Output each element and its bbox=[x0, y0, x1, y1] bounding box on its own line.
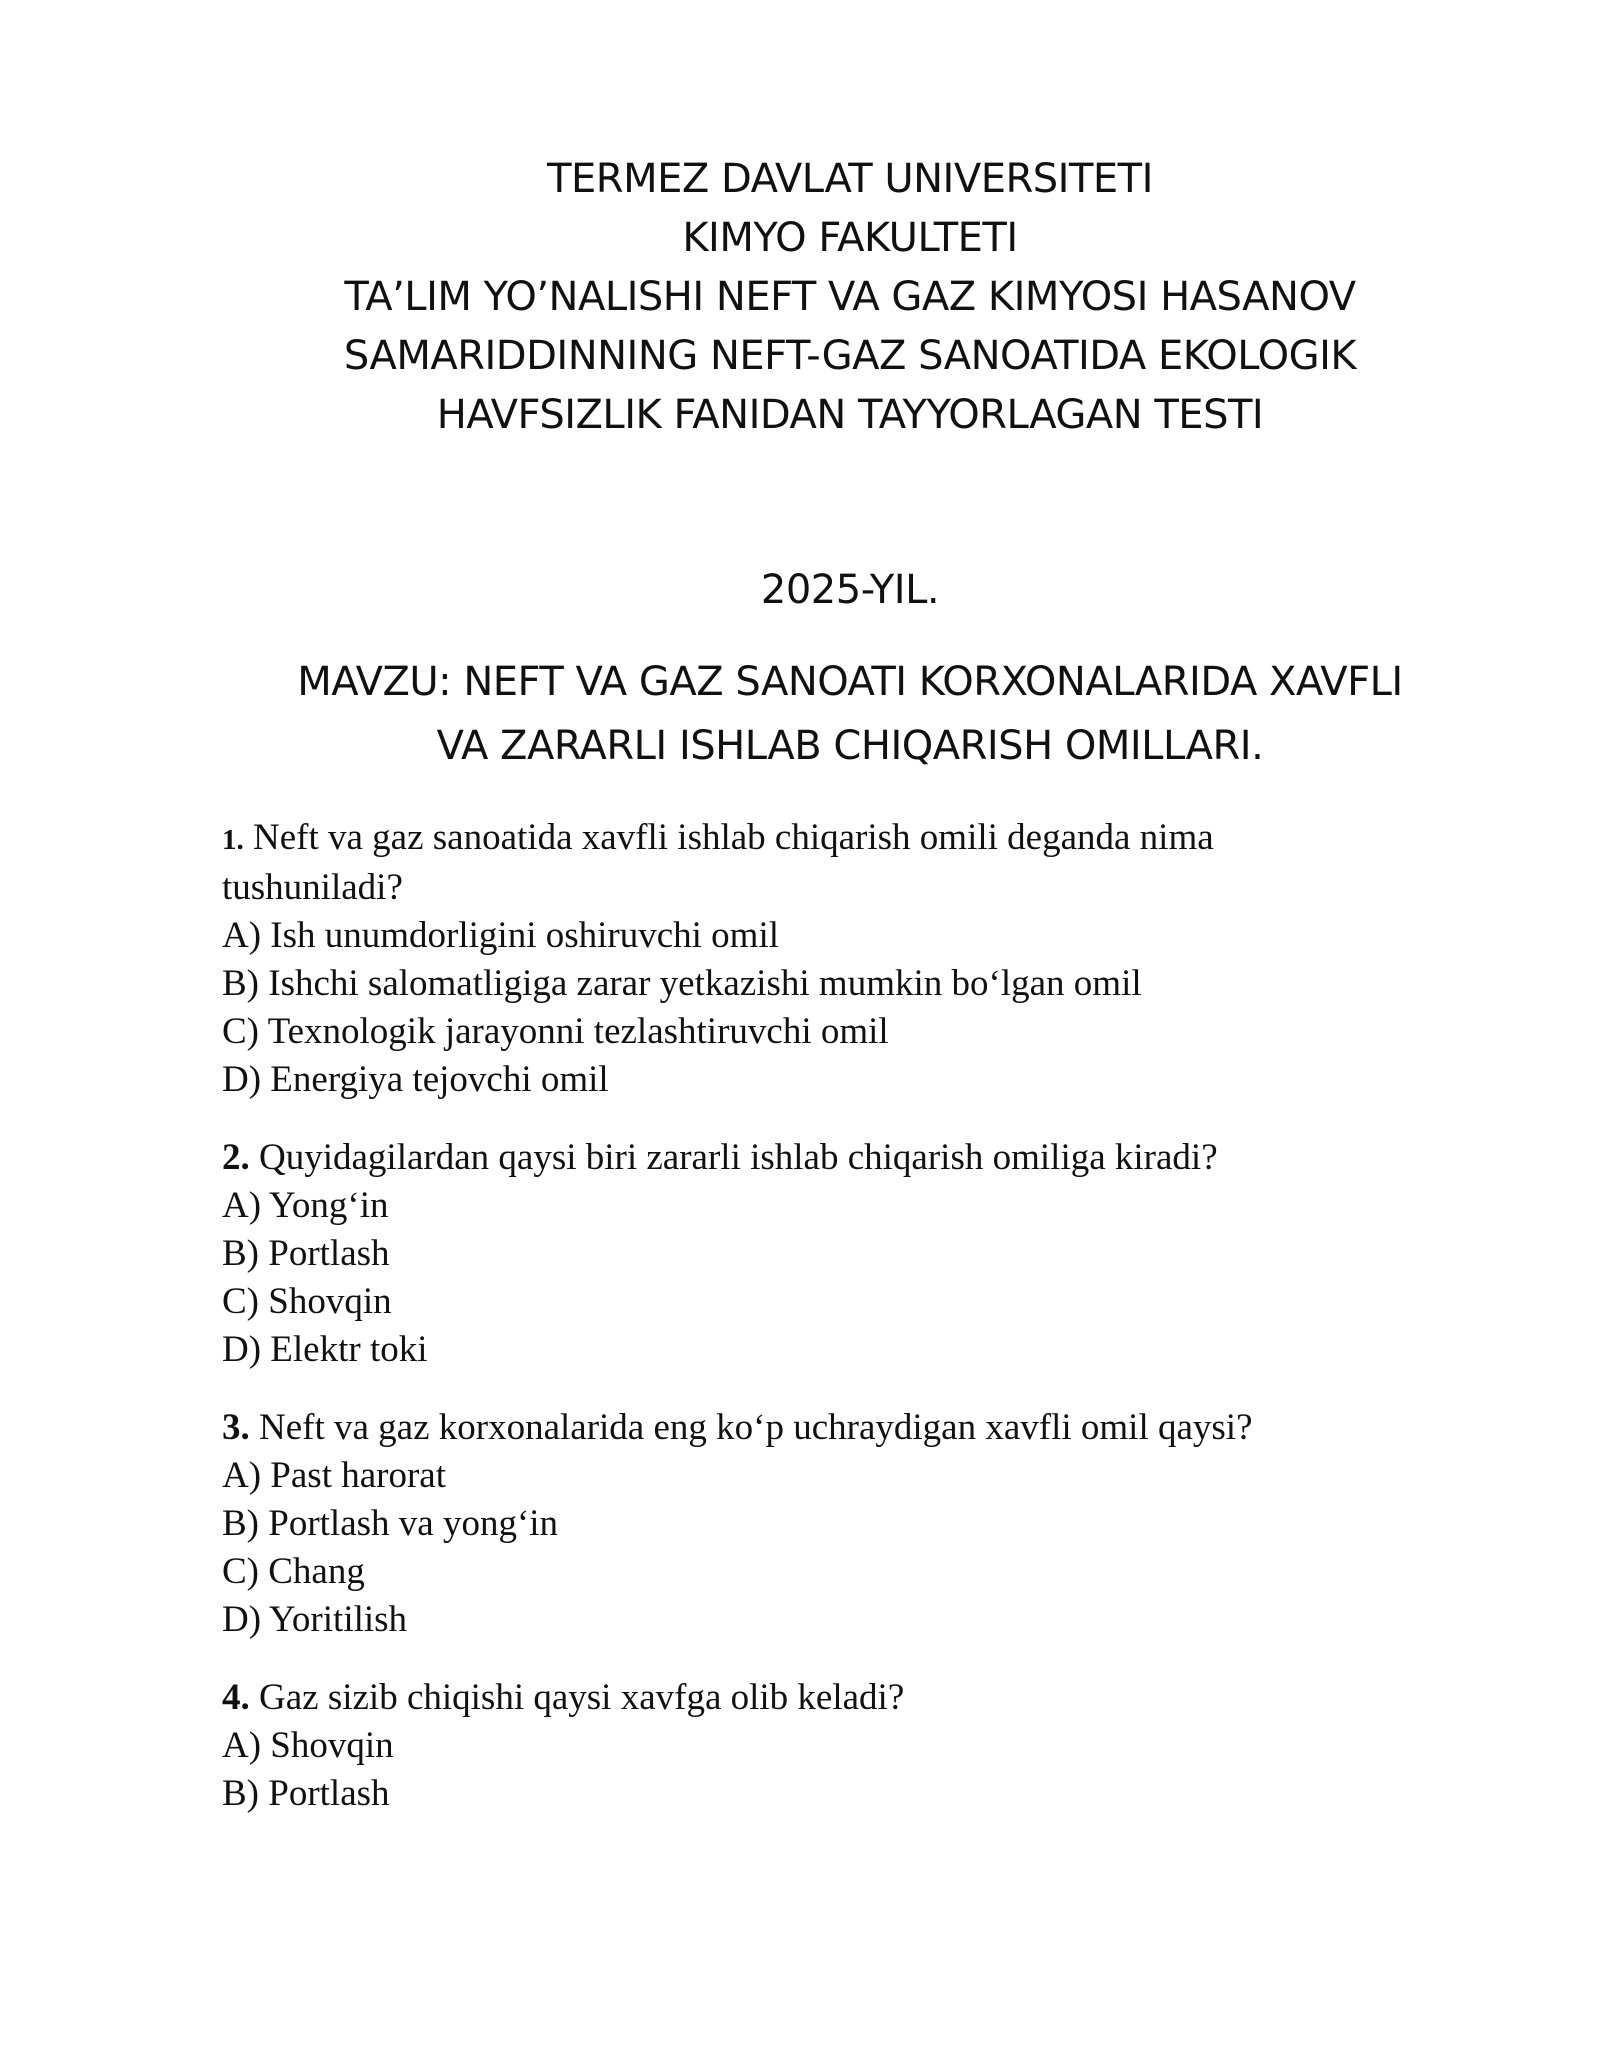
answer-option-a: A) Shovqin bbox=[222, 1725, 394, 1766]
answer-option-a: A) Past harorat bbox=[222, 1455, 446, 1496]
question-text bbox=[222, 814, 1522, 864]
answer-option-a: A) Ish unumdorligini oshiruvchi omil bbox=[222, 915, 780, 956]
question-1 bbox=[222, 814, 1522, 1104]
topic-line-1: MAVZU: NEFT VA GAZ SANOATI KORXONALARIDA XAVFLI bbox=[297, 659, 1403, 705]
header-line-subject: HAVFSIZLIK FANIDAN TAYYORLAGAN TESTI bbox=[436, 392, 1264, 438]
answer-option-d: D) Energiya tejovchi omil bbox=[222, 1059, 609, 1100]
answer-option-b: B) Ishchi salomatligiga zarar yetkazishi mumkin bo‘lgan omil bbox=[222, 963, 1142, 1004]
question-number: 2. bbox=[222, 1137, 250, 1178]
question-text bbox=[222, 1134, 1522, 1182]
question-number: 1. bbox=[222, 824, 244, 856]
answer-option-b: B) Portlash bbox=[222, 1773, 390, 1814]
question-text-line: Neft va gaz korxonalarida eng ko‘p uchraydigan xavfli omil qaysi? bbox=[259, 1407, 1253, 1448]
question-text-line: Neft va gaz sanoatida xavfli ishlab chiqarish omili deganda nima bbox=[253, 817, 1214, 858]
answer-option-c: C) Texnologik jarayonni tezlashtiruvchi omil bbox=[222, 1011, 889, 1052]
answer-option-c: C) Chang bbox=[222, 1551, 365, 1592]
question-2 bbox=[222, 1134, 1522, 1374]
header-line-faculty: KIMYO FAKULTETI bbox=[682, 215, 1018, 261]
question-text bbox=[222, 1674, 1522, 1722]
header-line-direction: TA’LIM YO’NALISHI NEFT VA GAZ KIMYOSI HASANOV bbox=[344, 274, 1356, 320]
answer-option-d: D) Yoritilish bbox=[222, 1599, 408, 1640]
question-text-line: Quyidagilardan qaysi biri zararli ishlab chiqarish omiliga kiradi? bbox=[259, 1137, 1218, 1178]
question-text-line: Gaz sizib chiqishi qaysi xavfga olib keladi? bbox=[259, 1677, 905, 1718]
header-line-university: TERMEZ DAVLAT UNIVERSITETI bbox=[547, 156, 1153, 202]
document-header bbox=[150, 150, 1550, 445]
question-3 bbox=[222, 1404, 1522, 1644]
question-text bbox=[222, 1404, 1522, 1452]
question-list bbox=[222, 814, 1522, 1848]
question-number: 4. bbox=[222, 1677, 250, 1718]
topic-line-2: VA ZARARLI ISHLAB CHIQARISH OMILLARI. bbox=[436, 723, 1264, 769]
answer-option-b: B) Portlash bbox=[222, 1233, 390, 1274]
answer-option-c: C) Shovqin bbox=[222, 1281, 392, 1322]
document-topic bbox=[150, 650, 1550, 778]
document-year: 2025-YIL. bbox=[760, 567, 940, 613]
question-text-line: tushuniladi? bbox=[222, 867, 403, 908]
question-4 bbox=[222, 1674, 1522, 1818]
header-line-author: SAMARIDDINNING NEFT-GAZ SANOATIDA EKOLOGIK bbox=[343, 333, 1357, 379]
answer-option-a: A) Yong‘in bbox=[222, 1185, 389, 1226]
answer-option-d: D) Elektr toki bbox=[222, 1329, 428, 1370]
question-number: 3. bbox=[222, 1407, 250, 1448]
answer-option-b: B) Portlash va yong‘in bbox=[222, 1503, 559, 1544]
